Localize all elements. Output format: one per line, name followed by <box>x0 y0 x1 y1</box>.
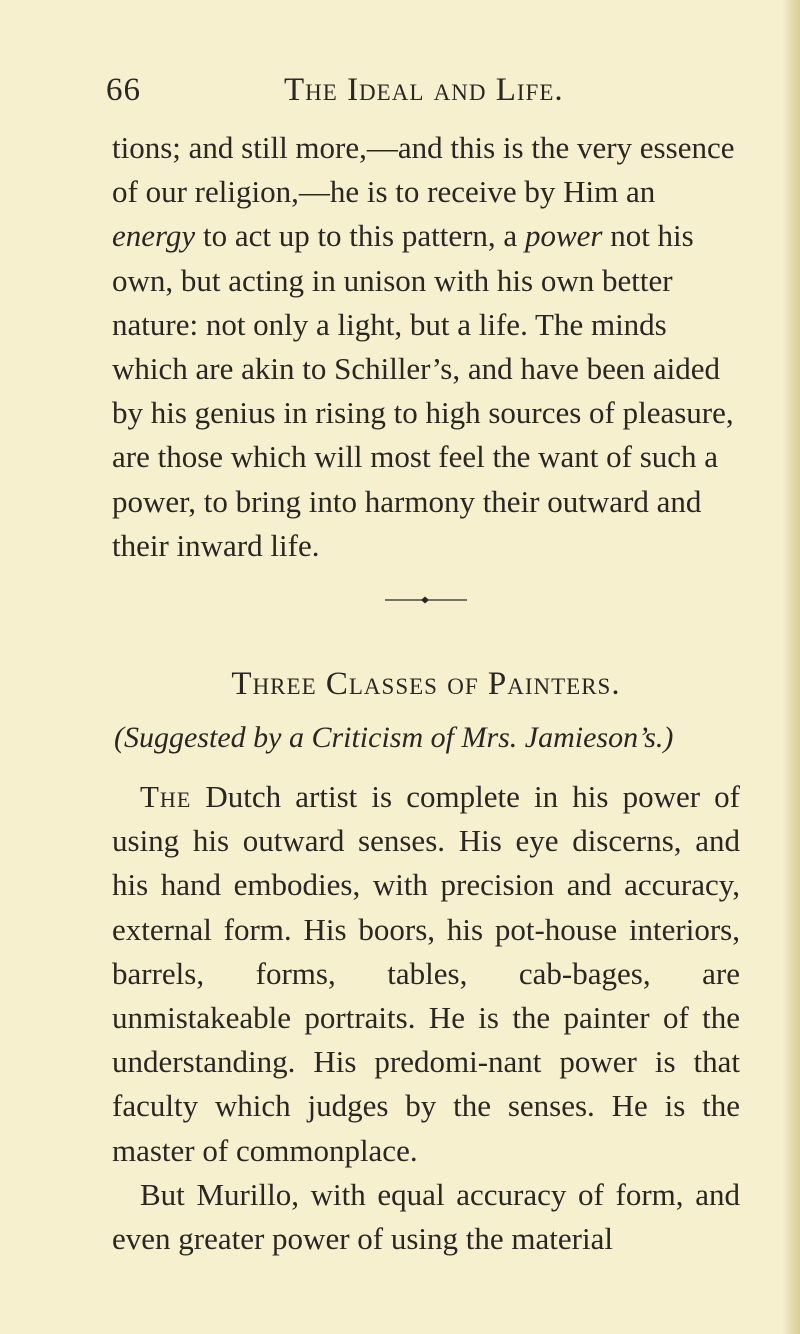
ornamental-divider <box>385 594 467 606</box>
running-title: The Ideal and Life. <box>284 72 564 108</box>
page-number: 66 <box>106 72 141 108</box>
paragraph-text: But Murillo, with equal accuracy of form, and even greater power of using the material <box>112 1176 740 1257</box>
section-title: Three Classes of Painters. <box>231 666 621 703</box>
book-page <box>106 68 740 1261</box>
paragraph-dutch-artist <box>112 775 740 1173</box>
paragraph-lead-word: The <box>140 779 192 815</box>
paragraph-murillo <box>112 1173 740 1261</box>
section-subtitle: (Suggested by a Criticism of Mrs. Jamieson’s.) <box>114 721 674 755</box>
paragraph-continuation <box>112 126 740 568</box>
paragraph-text: to act up to this pattern, a <box>195 218 525 254</box>
running-header <box>106 68 740 128</box>
page-edge-shadow <box>782 0 800 1334</box>
paragraph-text: tions; and still more,—and this is the very essence of our religion,—he is to receive by Him an <box>112 130 735 210</box>
paragraph-text: not his own, but acting in unison with his own better nature: not only a light, but a life. The minds which are akin to Schiller’s, and have been aided by his genius in rising to high sources of pleasure, are those which will most feel the want of such a power, to bring into harmony their outward and their inward life. <box>112 218 734 563</box>
emphasis-energy: energy <box>112 218 196 254</box>
paragraph-text: Dutch artist is complete in his power of using his outward senses. His eye discerns, and his hand embodies, with precision and accuracy, external form. His boors, his pot-house interiors, barrels, forms, tables, cab-bages, are unmistakeable portraits. He is the painter of the understanding. His predomi-nant power is that faculty which judges by the senses. He is the master of commonplace. <box>112 779 740 1168</box>
emphasis-power: power <box>524 218 603 254</box>
